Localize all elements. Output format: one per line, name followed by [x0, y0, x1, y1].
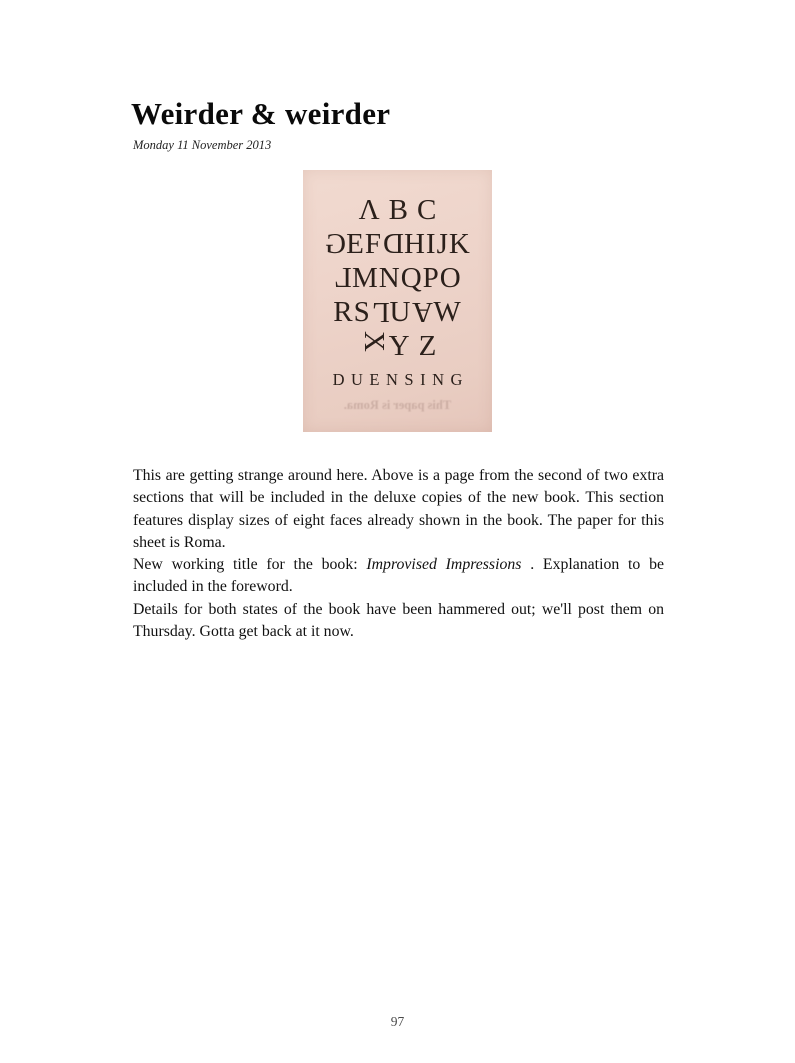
specimen-letter: I: [425, 228, 437, 260]
specimen-letter-rotated: X: [357, 331, 390, 361]
specimen-row-abc: [303, 170, 492, 227]
specimen-letter: K: [448, 228, 471, 260]
paragraph-2-text-after: . Explanation to be included in the foreword.: [133, 556, 664, 596]
specimen-letter: C: [417, 194, 446, 226]
specimen-letter: N: [378, 262, 401, 294]
page-number: 97: [390, 1014, 405, 1029]
specimen-letter: J: [436, 228, 449, 260]
specimen-letter: H: [403, 228, 426, 260]
specimen-letter-rotated: A: [411, 296, 434, 328]
specimen-letter-mirrored: G: [324, 228, 347, 260]
post-title: Weirder & weirder: [131, 96, 391, 131]
specimen-letter-rotated: L: [370, 296, 390, 328]
specimen-letter: S: [353, 296, 371, 328]
specimen-photo: [303, 170, 492, 432]
specimen-letter: Z: [418, 330, 446, 362]
post-date: Monday 11 November 2013: [133, 138, 272, 152]
paragraph-3: [133, 599, 664, 644]
specimen-letter: F: [364, 228, 382, 260]
specimen-letter: M: [351, 262, 379, 294]
specimen-row-lmnqpo: [303, 261, 492, 295]
paragraph-3-text: Details for both states of the book have been hammered out; we'll post them on Thursday. Gotta get back at it now.: [133, 600, 664, 641]
specimen-row-xyz: [303, 329, 492, 363]
specimen-letter: Λ: [358, 194, 389, 226]
specimen-letter: O: [439, 262, 462, 294]
specimen-letter-mirrored: L: [333, 262, 352, 294]
book-title-italic: Improvised Impressions: [366, 556, 522, 574]
specimen-imprint: DUENSING: [332, 370, 469, 389]
specimen-row-gefdhijk: [303, 227, 492, 261]
specimen-letter: U: [389, 296, 412, 328]
specimen-letter: B: [388, 194, 418, 226]
specimen-letter-mirrored: D: [381, 228, 404, 260]
specimen-letter: R: [333, 296, 354, 328]
specimen-letter: Y: [388, 330, 419, 362]
specimen-ghost-showthrough-text: This paper is Roma.: [343, 398, 452, 412]
paragraph-1: [133, 465, 664, 554]
specimen-letter: E: [346, 228, 365, 260]
specimen-letter: W: [433, 296, 462, 328]
paragraph-2-text: New working title for the book:: [133, 556, 367, 574]
article-body: [133, 465, 664, 643]
paragraph-1-text: This are getting strange around here. Above is a page from the second of two extra sections that will be included in the deluxe copies of the new book. This section features display sizes of eight faces already shown in the book. The paper for this sheet is Roma.: [133, 467, 664, 551]
specimen-row-rstuvw: [303, 295, 492, 329]
paragraph-2: [133, 554, 664, 599]
specimen-letter: P: [422, 262, 440, 294]
specimen-letter: Q: [400, 262, 423, 294]
